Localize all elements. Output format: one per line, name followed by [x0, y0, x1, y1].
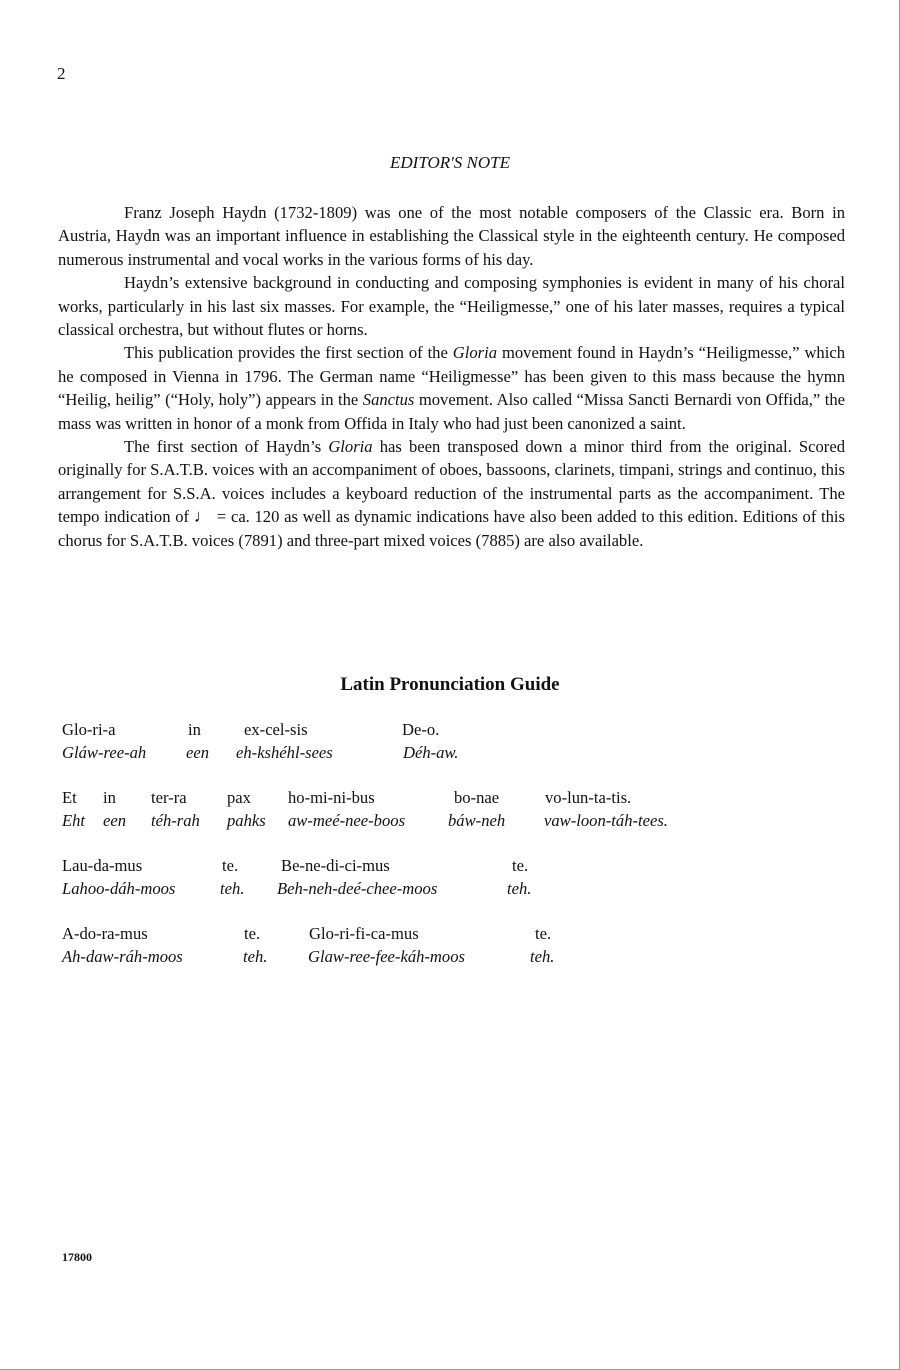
quarter-note-icon: ♩ [193, 506, 213, 527]
latin-word: A-do-ra-mus [62, 924, 148, 943]
pronunciation-word: aw-meé-nee-boos [288, 811, 406, 830]
latin-word: vo-lun-ta-tis. [545, 788, 632, 807]
pronunciation-word: Eht [62, 811, 86, 830]
gloria-title: Gloria [452, 343, 498, 363]
latin-line [62, 924, 842, 947]
sanctus-title: Sanctus [362, 390, 415, 410]
page-number: 2 [57, 64, 66, 83]
latin-line [62, 856, 842, 879]
pronunciation-line [62, 811, 842, 834]
paragraph-3-text-b: movement found in Haydn’s “Heiligmesse,” which he composed in Vienna in 1796. The German name “Heiligmesse” has been given to this mass because the hymn “Heilig, heilig” (“Holy, holy”) appears in the [58, 343, 846, 410]
paragraph-3-text-c: movement. Also called “Missa Sancti Bernardi von Offida,” the mass was written in honor of a monk from Offida in Italy who had just been canonized a saint. [58, 390, 845, 433]
pronunciation-word: een [186, 743, 210, 762]
pronunciation-word: Gláw-ree-ah [62, 743, 147, 762]
latin-word: ho-mi-ni-bus [288, 788, 375, 807]
pronunciation-word: téh-rah [151, 811, 200, 830]
pronunciation-line [62, 743, 842, 766]
latin-line [62, 788, 842, 811]
pronunciation-guide [62, 720, 842, 992]
latin-word: pax [227, 788, 251, 807]
pronunciation-word: pahks [227, 811, 266, 830]
pronunciation-word: een [103, 811, 127, 830]
editors-note-title: EDITOR'S NOTE [390, 153, 510, 172]
latin-word: ex-cel-sis [244, 720, 308, 739]
latin-word: bo-nae [454, 788, 500, 807]
latin-word: in [188, 720, 201, 739]
gloria-title: Gloria [328, 437, 373, 457]
pronunciation-word: Beh-neh-deé-chee-moos [277, 879, 438, 898]
pronunciation-word: Déh-aw. [403, 743, 459, 762]
latin-word: te. [222, 856, 239, 875]
pronunciation-word: vaw-loon-táh-tees. [544, 811, 668, 830]
paragraph-4-text-c: = ca. 120 as well as dynamic indications have also been added to this edition. Editions of this chorus for S.A.T.B. voices (7891) and three-part mixed voices (7885) are also available. [58, 507, 845, 550]
pronunciation-word: teh. [220, 879, 245, 898]
pronunciation-word: teh. [507, 879, 532, 898]
pronunciation-guide-title: Latin Pronunciation Guide [340, 674, 560, 695]
latin-word: Be-ne-di-ci-mus [281, 856, 390, 875]
latin-word: Lau-da-mus [62, 856, 143, 875]
latin-word: in [103, 788, 116, 807]
paragraph-4-text-a: The first section of Haydn’s [124, 437, 329, 457]
latin-line [62, 720, 842, 743]
pronunciation-word: Glaw-ree-fee-káh-moos [308, 947, 465, 966]
paragraph-4 [58, 435, 845, 552]
pronunciation-word: teh. [243, 947, 268, 966]
editors-note-body [58, 201, 845, 552]
paragraph-2: Haydn’s extensive background in conducting and composing symphonies is evident in many of his choral works, particularly in his last six masses. For example, the “Heiligmesse,” one of his later masses, requires a typical classical orchestra, but without flutes or horns. [58, 273, 845, 340]
latin-word: De-o. [402, 720, 440, 739]
catalog-number: 17800 [62, 1250, 92, 1264]
latin-word: te. [512, 856, 529, 875]
paragraph-3 [58, 341, 845, 435]
paragraph-3-text-a: This publication provides the first section of the [124, 343, 453, 363]
pronunciation-line [62, 879, 842, 902]
paragraph-1: Franz Joseph Haydn (1732-1809) was one of the most notable composers of the Classic era. Born in Austria, Haydn was an important influence in establishing the Classical style in the eighteenth century. He composed numerous instrumental and vocal works in the various forms of his day. [58, 203, 845, 269]
latin-word: te. [244, 924, 261, 943]
latin-word: Glo-ri-a [62, 720, 116, 739]
latin-word: ter-ra [151, 788, 187, 807]
pronunciation-line [62, 947, 842, 970]
pronunciation-word: Lahoo-dáh-moos [62, 879, 176, 898]
paragraph-4-text-b: has been transposed down a minor third from the original. Scored originally for S.A.T.B. voices with an accompaniment of oboes, bassoons, clarinets, timpani, strings and continuo, this arrangement for S.S.A. voices includes a keyboard reduction of the instrumental parts as the accompaniment. The tempo indication of [58, 437, 845, 527]
pronunciation-word: teh. [530, 947, 555, 966]
latin-word: Glo-ri-fi-ca-mus [309, 924, 419, 943]
latin-word: te. [535, 924, 552, 943]
pronunciation-word: eh-kshéhl-sees [236, 743, 333, 762]
latin-word: Et [62, 788, 77, 807]
pronunciation-word: Ah-daw-ráh-moos [62, 947, 183, 966]
pronunciation-word: báw-neh [448, 811, 506, 830]
